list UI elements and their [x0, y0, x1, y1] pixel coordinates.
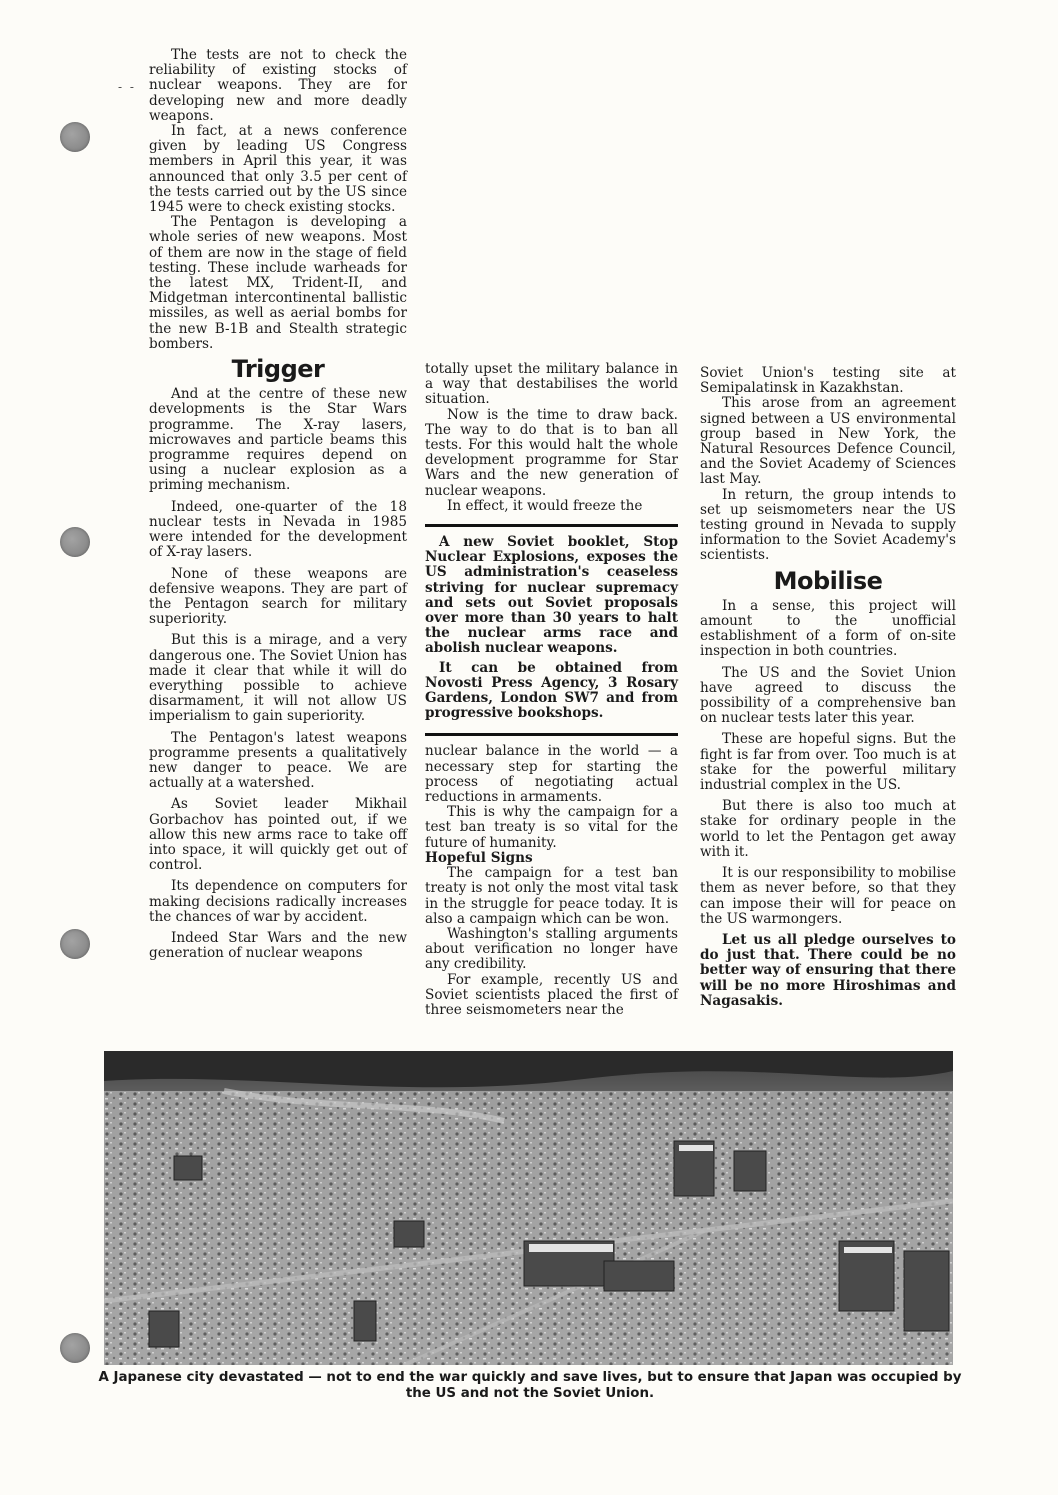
punch-hole: [60, 929, 90, 959]
punch-hole: [60, 122, 90, 152]
booklet-notice-box: [425, 524, 678, 736]
paragraph: For example, recently US and Soviet scientists placed the first of three seismometers near the: [425, 971, 678, 1018]
paragraph: The Pentagon's latest weapons programme presents a qualitatively new danger to peace. We are actually at a watershed.: [149, 729, 407, 792]
paragraph: But there is also too much at stake for ordinary people in the world to let the Pentagon get away with it.: [700, 798, 956, 860]
paragraph: But this is a mirage, and a very dangerous one. The Soviet Union has made it clear that while it will do everything possible to achieve disarmament, it will not allow US imperialism to gain superiority.: [149, 632, 407, 725]
paragraph: In effect, it would freeze the: [447, 497, 643, 514]
paragraph: None of these weapons are defensive weapons. They are part of the Pentagon search for military superiority.: [149, 565, 407, 628]
paragraph: Indeed, one-quarter of the 18 nuclear tests in Nevada in 1985 were intended for the development of X-ray lasers.: [149, 498, 407, 561]
paragraph: This arose from an agreement signed between a US environmental group based in New York, the Natural Resources Defence Council, and the Soviet Academy of Sciences last May.: [700, 395, 956, 488]
paragraph: And at the centre of these new developments is the Star Wars programme. The X-ray lasers, microwaves and particle beams this programme requires depend on using a nuclear explosion as a priming mechanism.: [149, 386, 407, 494]
paragraph: Its dependence on computers for making decisions radically increases the chances of war by accident.: [149, 878, 407, 925]
paragraph: As Soviet leader Mikhail Gorbachov has pointed out, if we allow this new arms race to take off into space, it will quickly get out of control.: [149, 796, 407, 874]
section-heading-mobilise: Mobilise: [773, 566, 883, 595]
paragraph: totally upset the military balance in a way that destabilises the world situation.: [425, 361, 678, 408]
margin-mark: - -: [118, 80, 136, 94]
booklet-notice: A new Soviet booklet, Stop Nuclear Explosions, exposes the US administration's ceaseless striving for nuclear supremacy and sets out Soviet proposals over more than 30 years to halt the nuclear arms race and abolish nuclear weapons.: [425, 534, 678, 657]
subheading-hopeful-signs: Hopeful Signs: [425, 849, 533, 866]
devastated-city-photo: [104, 1051, 953, 1365]
paragraph: This is why the campaign for a test ban treaty is so vital for the future of humanity.: [425, 804, 678, 851]
paragraph: It is our responsibility to mobilise them as never before, so that they can impose their will for peace on the US warmongers.: [700, 865, 956, 927]
paragraph: In a sense, this project will amount to the unofficial establishment of a form of on-site inspection in both countries.: [700, 597, 956, 660]
paragraph: The tests are not to check the reliability of existing stocks of nuclear weapons. They are for developing new and more deadly weapons.: [149, 47, 407, 124]
paragraph: Washington's stalling arguments about verification no longer have any credibility.: [425, 925, 678, 973]
section-heading-trigger: Trigger: [231, 355, 325, 384]
paragraph: Now is the time to draw back. The way to do that is to ban all tests. For this would halt the whole development programme for Star Wars and the new generation of nuclear weapons.: [425, 406, 678, 499]
column-3: [700, 366, 956, 1015]
paragraph: These are hopeful signs. But the fight is far from over. Too much is at stake for the powerful military industrial complex in the US.: [700, 731, 956, 794]
booklet-availability: It can be obtained from Novosti Press Agency, 3 Rosary Gardens, London SW7 and from progressive bookshops.: [425, 659, 678, 722]
paragraph: In return, the group intends to set up seismometers near the US testing ground in Nevada to supply information to the Soviet Academy's scientists.: [700, 486, 956, 564]
paragraph: Indeed Star Wars and the new generation of nuclear weapons: [149, 929, 407, 962]
column-1: [149, 48, 407, 967]
photo-caption: A Japanese city devastated — not to end the war quickly and save lives, but to ensure that Japan was occupied by the US and not the Soviet Union.: [98, 1370, 962, 1401]
paragraph: In fact, at a news conference given by leading US Congress members in April this year, it was announced that only 3.5 per cent of the tests carried out by the US since 1945 were to check existing stocks.: [149, 123, 407, 216]
paragraph: The US and the Soviet Union have agreed to discuss the possibility of a comprehensive ban on nuclear tests later this year.: [700, 664, 956, 727]
punch-hole: [60, 1333, 90, 1363]
paragraph: nuclear balance in the world — a necessary step for starting the process of negotiating actual reductions in armaments.: [425, 743, 678, 806]
punch-hole: [60, 527, 90, 557]
paragraph: Let us all pledge ourselves to do just that. There could be no better way of ensuring that there will be no more Hiroshimas and Nagasakis.: [700, 931, 956, 1009]
paragraph: The campaign for a test ban treaty is not only the most vital task in the struggle for peace today. It is also a campaign which can be won.: [425, 865, 678, 927]
paragraph: Soviet Union's testing site at Semipalatinsk in Kazakhstan.: [700, 365, 956, 397]
paragraph: The Pentagon is developing a whole series of new weapons. Most of them are now in the stage of field testing. These include warheads for the latest MX, Trident-II, and Midgetman intercontinental ballistic missiles, as well as aerial bombs for the new B-1B and Stealth strategic bombers.: [149, 214, 407, 352]
column-2: [425, 362, 678, 1018]
